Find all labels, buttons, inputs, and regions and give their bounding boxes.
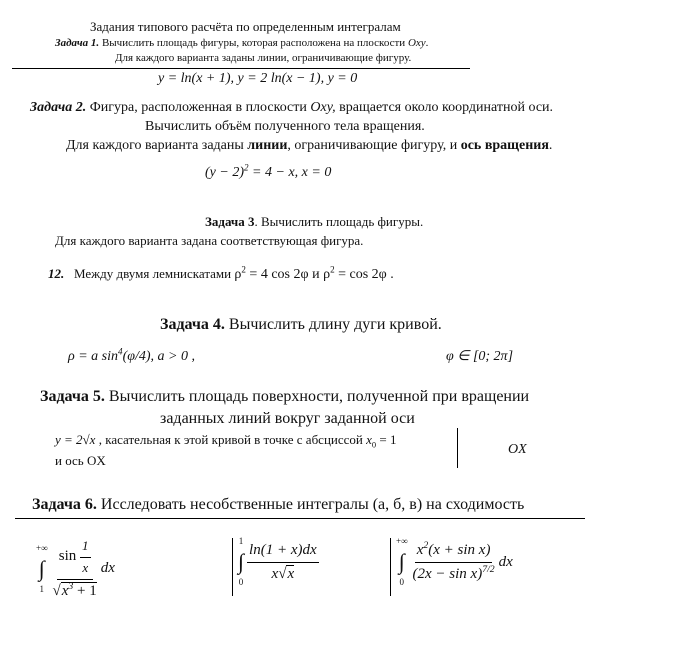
task1-heading [55, 37, 428, 50]
t2-f-base: (y − 2) [205, 165, 244, 180]
task6-text: Исследовать несобственные интегралы (а, б, в) на сходимость [100, 496, 525, 513]
t2-f-rest: = 4 − x, x = 0 [248, 165, 332, 180]
task1-period: . [425, 37, 429, 49]
den-x: x [61, 582, 69, 599]
t3-text: Между двумя лемнискатами [74, 266, 232, 281]
t2-l3e: . [548, 138, 553, 153]
lower-limit: 1 [39, 583, 44, 594]
divider [12, 68, 470, 69]
task5-line2: заданных линий вокруг заданной оси [160, 410, 415, 427]
task1-axis: Oxy [407, 37, 426, 49]
fraction: $\frac{\ln(1 + x)dx}{x√x}$ [249, 541, 317, 582]
t2-l3c: , ограничивающие фигуру, и [287, 138, 458, 153]
t3-f2e: 2 [330, 264, 335, 275]
lower-limit: 0 [399, 577, 404, 587]
table-border [232, 538, 233, 596]
task6-heading [32, 496, 524, 514]
t3-f2: ρ [323, 267, 331, 282]
integral-b [238, 536, 319, 588]
task3-item [48, 264, 394, 283]
integral-sign [238, 536, 244, 588]
den-exp: 3 [68, 580, 74, 592]
num-rest: (x + sin x) [428, 541, 491, 558]
task2-label: Задача 2. [30, 100, 87, 115]
dx: dx [100, 560, 115, 577]
den-base: (2x − sin x) [412, 566, 483, 582]
num-exp: 2 [423, 539, 429, 551]
upper-limit: 1 [238, 536, 244, 546]
t4-fa: ρ = a sin [68, 349, 119, 364]
den-x: x [271, 566, 279, 582]
upper-limit: +∞ [396, 536, 408, 546]
task2-line3 [66, 138, 552, 154]
integral-a [36, 536, 115, 601]
integral-sign [396, 536, 408, 588]
t5-cd: = 1 [376, 432, 397, 447]
task5-label: Задача 5. [40, 388, 105, 405]
t3-and: и [308, 267, 324, 282]
task2-text: Фигура, расположенная в плоскости [89, 100, 307, 115]
t5-csub: 0 [371, 439, 377, 450]
t3-f1r: = 4 cos 2φ [245, 267, 309, 282]
t2-l3b: линии [247, 138, 288, 153]
fraction [411, 540, 497, 585]
den-exp: 7/2 [482, 564, 495, 575]
task4-formula [68, 346, 195, 365]
table-border [457, 428, 458, 468]
task1-text: Вычислить площадь фигуры, которая расположена на плоскости [101, 37, 406, 49]
t3-f2r: = cos 2φ . [334, 267, 394, 282]
integral-symbol: ∫ [398, 549, 405, 574]
dx: dx [498, 553, 513, 570]
t3-num: 12. [48, 266, 65, 281]
upper-limit: +∞ [36, 542, 48, 553]
task3-line2: Для каждого варианта задана соответствующая фигура. [55, 233, 364, 248]
lower-limit: 0 [238, 577, 244, 587]
task6-underline [15, 518, 585, 519]
task4-range: φ ∈ [0; 2π] [446, 349, 514, 364]
integral-c [396, 536, 513, 588]
t3-f1e: 2 [241, 264, 246, 275]
task3-label: Задача 3 [205, 214, 255, 229]
task4-text: Вычислить длину дуги кривой. [228, 316, 442, 333]
task6-label: Задача 6. [32, 496, 97, 513]
task2-line2: Вычислить объём полученного тела вращения. [145, 119, 425, 134]
t3-f1: ρ [234, 267, 242, 282]
task2-formula [205, 162, 332, 181]
task2-axis: Oxy, [310, 100, 336, 115]
numerator: ln(1 + x)dx [247, 540, 319, 564]
integral-symbol: ∫ [238, 549, 245, 574]
task1-label: Задача 1. [55, 37, 100, 49]
task5-text: Вычислить площадь поверхности, полученной при вращении [108, 388, 530, 405]
task2-heading [30, 100, 553, 116]
task1-formula: y = ln(x + 1), y = 2 ln(x − 1), y = 0 [158, 71, 358, 86]
t2-l3d: ось вращения [460, 138, 549, 153]
fraction: sin $\frac{1}{x}$ $√x^3 + 1$ [52, 538, 97, 599]
t5-cb: , касательная к этой кривой в точке с абсциссой [95, 432, 367, 447]
num-x: x [416, 541, 424, 558]
t3-formula [234, 264, 394, 282]
integral-symbol: ∫ [38, 555, 45, 581]
num-sin: sin [58, 548, 77, 565]
t2-l3a: Для каждого варианта заданы [66, 138, 244, 153]
task3-heading [205, 215, 423, 230]
task2-text2: вращается около координатной оси. [339, 100, 554, 115]
task3-text: . Вычислить площадь фигуры. [254, 214, 424, 229]
task5-line-axis: и ось OX [55, 453, 106, 468]
task5-heading [40, 388, 529, 406]
t4-fb: (φ/4), a > 0 , [122, 349, 195, 364]
table-border [390, 538, 391, 596]
task4-heading [160, 316, 442, 334]
t4-fe: 4 [118, 346, 123, 357]
task5-axis: OX [508, 442, 527, 457]
t5-ca: y = 2√x [55, 432, 96, 447]
document-title: Задания типового расчёта по определенным интегралам [90, 19, 401, 34]
integral-sign [36, 543, 48, 595]
den-sqrt-x: x [287, 566, 295, 582]
num-one: 1 [80, 537, 91, 558]
task1-line2: Для каждого варианта заданы линии, ограничивающие фигуру. [115, 52, 412, 64]
num-x: x [82, 559, 89, 575]
t2-f-exp: 2 [244, 162, 249, 173]
t5-cc: x [366, 432, 372, 447]
den-rest: + 1 [73, 582, 97, 599]
task5-condition [55, 433, 396, 448]
task4-label: Задача 4. [160, 316, 225, 333]
